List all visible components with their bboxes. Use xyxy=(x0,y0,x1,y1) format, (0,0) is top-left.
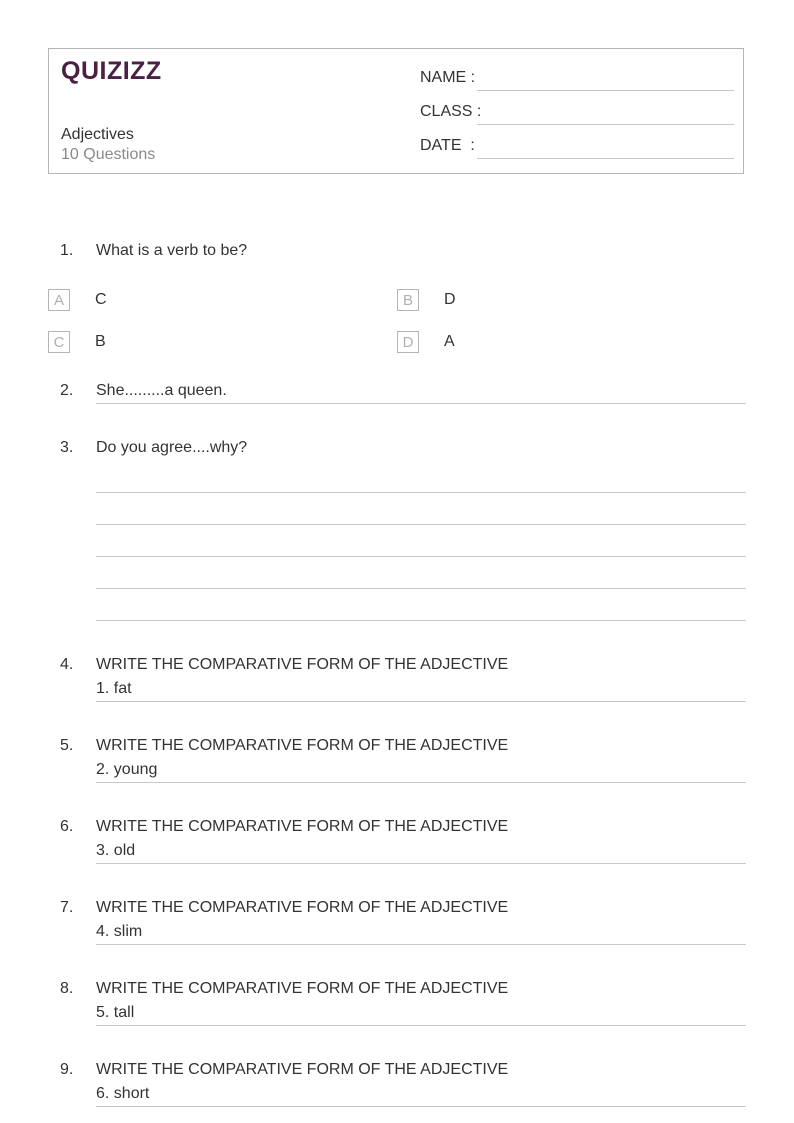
question-number: 7. xyxy=(60,899,74,916)
question-text: She.........a queen. xyxy=(96,382,227,399)
question-count: 10 Questions xyxy=(61,146,156,163)
answer-line[interactable] xyxy=(96,944,746,945)
option-b-box[interactable]: B xyxy=(397,289,419,311)
option-a-text: C xyxy=(95,291,107,308)
option-a-box[interactable]: A xyxy=(48,289,70,311)
question-number: 6. xyxy=(60,818,74,835)
question-number: 8. xyxy=(60,980,74,997)
question-number: 4. xyxy=(60,656,74,673)
worksheet-title: Adjectives xyxy=(61,126,134,143)
date-label: DATE : xyxy=(420,137,475,154)
answer-line[interactable] xyxy=(96,782,746,783)
question-subtext: 6. short xyxy=(96,1085,150,1102)
answer-line[interactable] xyxy=(96,492,746,493)
question-text: WRITE THE COMPARATIVE FORM OF THE ADJECTIVE xyxy=(96,899,509,916)
question-number: 9. xyxy=(60,1061,74,1078)
name-field[interactable] xyxy=(420,67,734,91)
question-text: What is a verb to be? xyxy=(96,242,248,259)
class-line xyxy=(477,124,734,125)
question-subtext: 5. tall xyxy=(96,1004,135,1021)
option-d-text: A xyxy=(444,333,455,350)
question-number: 3. xyxy=(60,439,74,456)
question-text: Do you agree....why? xyxy=(96,439,248,456)
answer-line[interactable] xyxy=(96,863,746,864)
quizizz-logo: QUIZIZZ xyxy=(61,57,162,85)
question-text: WRITE THE COMPARATIVE FORM OF THE ADJECTIVE xyxy=(96,737,509,754)
question-text: WRITE THE COMPARATIVE FORM OF THE ADJECTIVE xyxy=(96,980,509,997)
name-label: NAME : xyxy=(420,69,476,86)
option-c-text: B xyxy=(95,333,106,350)
answer-line[interactable] xyxy=(96,701,746,702)
class-label: CLASS : xyxy=(420,103,482,120)
question-text: WRITE THE COMPARATIVE FORM OF THE ADJECTIVE xyxy=(96,818,509,835)
question-number: 1. xyxy=(60,242,74,259)
question-subtext: 3. old xyxy=(96,842,136,859)
option-d-box[interactable]: D xyxy=(397,331,419,353)
date-field[interactable] xyxy=(420,135,734,159)
option-c-box[interactable]: C xyxy=(48,331,70,353)
answer-line[interactable] xyxy=(96,1025,746,1026)
name-line xyxy=(477,90,734,91)
question-subtext: 4. slim xyxy=(96,923,143,940)
answer-line[interactable] xyxy=(96,556,746,557)
question-subtext: 1. fat xyxy=(96,680,132,697)
answer-line[interactable] xyxy=(96,620,746,621)
option-b-text: D xyxy=(444,291,456,308)
question-number: 2. xyxy=(60,382,74,399)
answer-line[interactable] xyxy=(96,1106,746,1107)
question-subtext: 2. young xyxy=(96,761,158,778)
answer-line[interactable] xyxy=(96,588,746,589)
answer-line[interactable] xyxy=(96,403,746,404)
worksheet-header xyxy=(48,48,744,174)
question-text: WRITE THE COMPARATIVE FORM OF THE ADJECTIVE xyxy=(96,656,509,673)
question-number: 5. xyxy=(60,737,74,754)
question-text: WRITE THE COMPARATIVE FORM OF THE ADJECTIVE xyxy=(96,1061,509,1078)
date-line xyxy=(477,158,734,159)
class-field[interactable] xyxy=(420,101,734,125)
answer-line[interactable] xyxy=(96,524,746,525)
